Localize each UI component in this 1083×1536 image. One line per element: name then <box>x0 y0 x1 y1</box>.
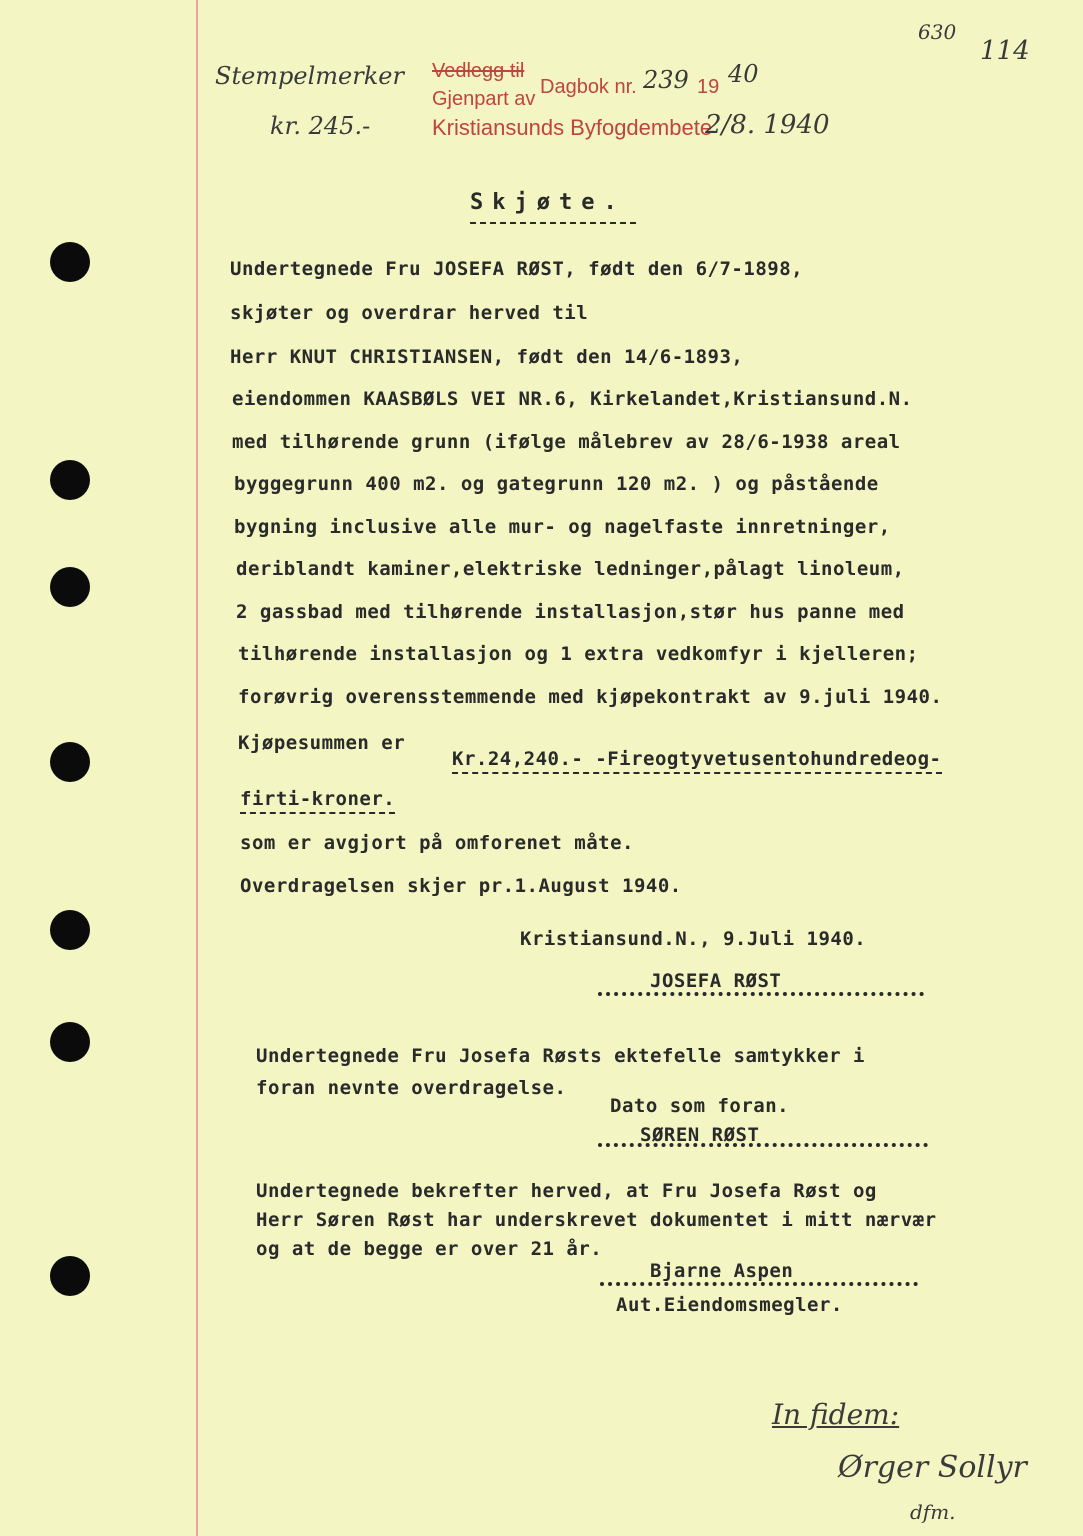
stamp-duty-label: Stempelmerker <box>215 62 404 90</box>
punch-hole <box>50 242 90 282</box>
closing-signature: Ørger Sollyr <box>838 1450 1027 1485</box>
margin-rule <box>196 0 198 1536</box>
price-words-end: firti-kroner. <box>240 788 395 814</box>
body-line: eiendommen KAASBØLS VEI NR.6, Kirkelandet,Kristiansund.N. <box>232 388 913 410</box>
price-amount: Kr.24,240.- -Fireogtyvetusentohundredeog- <box>452 748 942 774</box>
body-line: deriblandt kaminer,elektriske ledninger,pålagt linoleum, <box>236 558 905 580</box>
transfer-line: Overdragelsen skjer pr.1.August 1940. <box>240 875 682 897</box>
spouse-consent-line: foran nevnte overdragelse. <box>256 1077 567 1099</box>
punch-hole <box>50 460 90 500</box>
stamp-struck-word: Vedlegg til <box>432 60 525 82</box>
document-title: Skjøte. <box>470 190 626 215</box>
closing-role: dfm. <box>910 1500 956 1524</box>
stamp-date: 2/8. 1940 <box>705 110 830 140</box>
body-line: skjøter og overdrar herved til <box>230 302 589 324</box>
stamp-year-prefix: 19 <box>697 76 720 98</box>
body-line: Herr KNUT CHRISTIANSEN, født den 14/6-1893, <box>230 346 744 368</box>
witness-line: og at de begge er over 21 år. <box>256 1238 603 1260</box>
body-line: Undertegnede Fru JOSEFA RØST, født den 6/7-1898, <box>230 258 804 280</box>
punch-hole <box>50 1256 90 1296</box>
spouse-consent-line: Undertegnede Fru Josefa Røsts ektefelle samtykker i <box>256 1045 865 1067</box>
punch-hole <box>50 1022 90 1062</box>
title-underline <box>470 222 636 224</box>
body-line: med tilhørende grunn (ifølge målebrev av 28/6-1938 areal <box>232 431 901 453</box>
dato-line: Dato som foran. <box>610 1095 790 1117</box>
punch-hole <box>50 742 90 782</box>
stamp-copy-label: Gjenpart av <box>432 88 536 110</box>
body-line: tilhørende installasjon og 1 extra vedkomfyr i kjelleren; <box>238 643 919 665</box>
page-number: 630 <box>918 20 957 44</box>
body-line: byggegrunn 400 m2. og gategrunn 120 m2. ) og påstående <box>234 473 879 495</box>
body-line: 2 gassbad med tilhørende installasjon,stør hus panne med <box>236 601 905 623</box>
stamp-year-suffix: 40 <box>728 60 759 88</box>
punch-hole <box>50 910 90 950</box>
folio-mark: 114 <box>980 36 1030 66</box>
closing-note: In fidem: <box>772 1398 900 1431</box>
body-line: forøvrig overensstemmende med kjøpekontrakt av 9.juli 1940. <box>238 686 943 708</box>
stamp-office: Kristiansunds Byfogdembete <box>432 115 713 140</box>
signature-dotted-line <box>600 1282 918 1286</box>
witness-name: Bjarne Aspen <box>650 1260 794 1282</box>
body-line: bygning inclusive alle mur- og nagelfaste innretninger, <box>234 516 891 538</box>
settled-line: som er avgjort på omforenet måte. <box>240 832 634 854</box>
stamp-duty-amount: kr. 245.- <box>270 112 371 140</box>
punch-hole <box>50 567 90 607</box>
price-label: Kjøpesummen er <box>238 732 406 754</box>
witness-line: Herr Søren Røst har underskrevet dokumentet i mitt nærvær <box>256 1209 937 1231</box>
spouse-signature: SØREN RØST <box>640 1124 760 1146</box>
witness-title: Aut.Eiendomsmegler. <box>616 1294 843 1316</box>
signature-dotted-line <box>598 1143 928 1147</box>
witness-line: Undertegnede bekrefter herved, at Fru Josefa Røst og <box>256 1180 877 1202</box>
dagbok-number: 239 <box>643 66 689 94</box>
signature-dotted-line <box>598 992 924 996</box>
place-date: Kristiansund.N., 9.Juli 1940. <box>520 928 867 950</box>
stamp-dagbok-label: Dagbok nr. <box>540 76 637 98</box>
seller-signature: JOSEFA RØST <box>650 970 782 992</box>
